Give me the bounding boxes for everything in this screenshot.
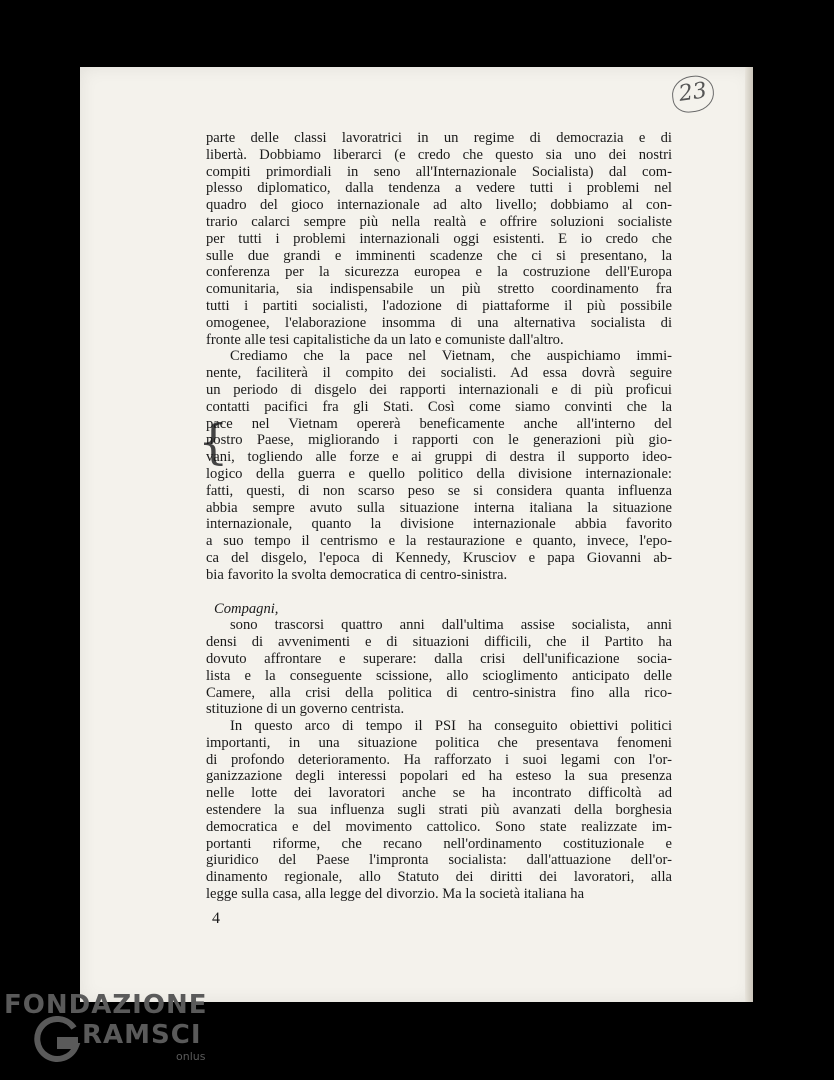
watermark-line1: FONDAZIONE [4,990,208,1020]
text-line: un periodo di disgelo dei rapporti internazionali e di più proficui [206,381,672,398]
text-line: contatti pacifici fra gli Stati. Così come siamo convinti che la [206,398,672,415]
text-line: Camere, alla crisi della politica di centro-sinistra fino alla rico- [206,684,672,701]
text-line: pace nel Vietnam opererà beneficamente anche all'interno del [206,415,672,432]
text-line: logico della guerra e quello politico della divisione internazionale: [206,465,672,482]
text-line: Crediamo che la pace nel Vietnam, che auspichiamo immi- [230,348,672,365]
archive-number-annotation: 23 [670,73,717,114]
text-line: internazionale, quanto la divisione internazionale abbia favorito [206,516,672,533]
text-line: fatti, questi, di non scarso peso se si considera quanta influenza [206,482,672,499]
watermark-line2: RAMSCI [82,1020,202,1050]
text-line: trario calarci sempre più nella realtà e offrire soluzioni socialiste [206,213,672,230]
text-line: importanti, in una situazione politica che presentava fenomeni [206,734,672,751]
text-line: nostro Paese, migliorando i rapporti con le generazioni più gio- [206,432,672,449]
text-line: democratica e del movimento cattolico. Sono state realizzate im- [206,818,672,835]
text-line: nente, faciliterà il compito dei socialisti. Ad essa dovrà seguire [206,365,672,382]
text-line: vani, togliendo alle forze e ai gruppi di destra il supporto ideo- [206,449,672,466]
text-line: abbia sempre avuto sulla situazione interna italiana la situazione [206,499,672,516]
text-line: sono trascorsi quattro anni dall'ultima assise socialista, anni [230,617,672,634]
text-line: nelle lotte dei lavoratori anche se ha incontrato difficoltà ad [206,785,672,802]
text-line: fronte alle tesi capitalistiche da un lato e comuniste dall'altro. [206,331,564,348]
text-line: tutti i partiti socialisti, l'adozione di piattaforme il più possibile [206,297,672,314]
text-line: omogenee, l'elaborazione insomma di una alternativa socialista di [206,314,672,331]
page-edge [745,67,753,1002]
gramsci-g-logo-icon [34,1016,82,1064]
text-line: ganizzazione degli interessi popolari ed ha esteso la sua presenza [206,768,672,785]
text-line: per tutti i problemi internazionali oggi esistenti. E io credo che [206,230,672,247]
text-line: stituzione di un governo centrista. [206,701,405,718]
page-number: 4 [212,910,220,927]
text-line: conferenza per la sicurezza europea e la costruzione dell'Europa [206,264,672,281]
paragraph-1 [206,130,672,348]
section-gap [206,584,672,601]
text-line: parte delle classi lavoratrici in un regime di democrazia e di [206,130,672,146]
document-body [206,130,672,903]
greeting-heading: Compagni, [214,600,279,617]
text-line: dinamento regionale, allo Statuto dei diritti dei lavoratori, alla [206,869,672,886]
text-line: di profondo deterioramento. Ha rafforzato i suoi legami con l'or- [206,751,672,768]
text-line: quadro del gioco internazionale ad alto livello; dobbiamo al con- [206,197,672,214]
text-line: a suo tempo il centrismo e la restaurazione e quanto, invece, l'epo- [206,533,672,550]
text-line: sulle due grandi e imminenti scadenze che ci si presentano, la [206,247,672,264]
text-line: libertà. Dobbiamo liberarci (e credo che questo sia uno dei nostri [206,146,672,163]
text-line: densi di avvenimenti e di situazioni difficili, che il Partito ha [206,634,672,651]
watermark-onlus: onlus [176,1050,206,1063]
text-line: dovuto affrontare e superare: dalla crisi dell'unificazione socia- [206,650,672,667]
fondazione-gramsci-watermark [4,990,234,1075]
text-line: comunitaria, sia indispensabile un più stretto coordinamento fra [206,281,672,298]
text-line: In questo arco di tempo il PSI ha conseguito obiettivi politici [230,718,672,735]
text-line: bia favorito la svolta democratica di centro-sinistra. [206,566,508,583]
text-line: estendere la sua influenza sugli strati più avanzati della borghesia [206,802,672,819]
text-line: plesso diplomatico, dalla tendenza a vedere tutti i problemi nel [206,180,672,197]
text-line: portanti riforme, che recano nell'ordinamento costituzionale e [206,835,672,852]
paragraph-4 [206,718,672,903]
margin-bracket-mark: { [198,414,229,470]
text-line: compiti primordiali in seno all'Internazionale Socialista) dal com- [206,163,672,180]
text-line: legge sulla casa, alla legge del divorzio. Ma la società italiana ha [206,886,585,903]
text-line: lista e la conseguente scissione, allo scioglimento anticipato delle [206,667,672,684]
paragraph-2 [206,348,672,583]
text-line: ca del disgelo, l'epoca di Kennedy, Krusciov e papa Giovanni ab- [206,549,672,566]
paragraph-3 [206,617,672,718]
text-line: giuridico del Paese l'impronta socialista: dall'attuazione dell'or- [206,852,672,869]
